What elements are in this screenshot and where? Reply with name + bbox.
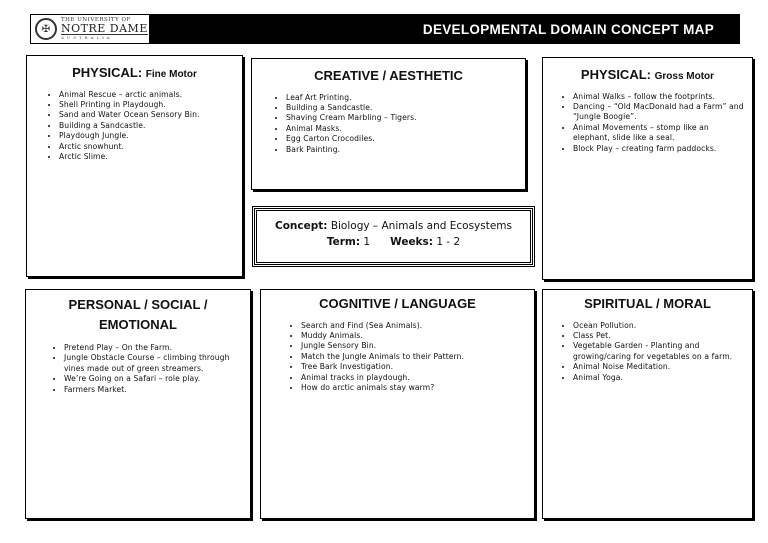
term-value: 1 xyxy=(363,236,371,248)
list-item: • Animal Noise Meditation. xyxy=(573,362,746,372)
physical-fine-motor-heading xyxy=(27,64,242,82)
spiritual-moral-list xyxy=(543,321,752,383)
heading-line-2: EMOTIONAL xyxy=(99,317,177,332)
list-item: • Arctic snowhunt. xyxy=(59,142,236,152)
list-item: • Search and Find (Sea Animals). xyxy=(301,321,528,331)
concept-value: Biology – Animals and Ecosystems xyxy=(330,220,512,232)
concept-label: Concept: xyxy=(274,220,328,232)
list-item: • Sand and Water Ocean Sensory Bin. xyxy=(59,110,236,120)
list-item: • We’re Going on a Safari – role play. xyxy=(64,374,244,384)
list-item: • Ocean Pollution. xyxy=(573,321,746,331)
header-bar xyxy=(30,14,740,44)
list-item: • Animal Movements – stomp like an elephant, slide like a seal. xyxy=(573,123,746,144)
physical-gross-motor-list xyxy=(543,92,752,154)
list-item: • Shell Printing in Playdough. xyxy=(59,100,236,110)
cognitive-language-box xyxy=(260,289,535,519)
creative-aesthetic-list xyxy=(252,93,525,155)
list-item: • Building a Sandcastle. xyxy=(59,121,236,131)
logo-sub-text: AUSTRALIA xyxy=(61,35,113,41)
list-item: • Leaf Art Printing. xyxy=(286,93,519,103)
university-crest-icon: ✠ xyxy=(35,18,57,40)
weeks-value: 1 - 2 xyxy=(436,236,461,248)
cognitive-language-list xyxy=(261,321,534,394)
spiritual-moral-heading: SPIRITUAL / MORAL xyxy=(584,296,711,311)
list-item: • Pretend Play – On the Farm. xyxy=(64,343,244,353)
physical-gross-motor-box xyxy=(542,57,753,280)
logo-small-text: THE UNIVERSITY OF xyxy=(61,16,131,23)
list-item: • Animal Yoga. xyxy=(573,373,746,383)
list-item: • Shaving Cream Marbling – Tigers. xyxy=(286,113,519,123)
list-item: • Class Pet. xyxy=(573,331,746,341)
list-item: • Animal tracks in playdough. xyxy=(301,373,528,383)
list-item: • Building a Sandcastle. xyxy=(286,103,519,113)
list-item: • How do arctic animals stay warm? xyxy=(301,383,528,393)
list-item: • Jungle Sensory Bin. xyxy=(301,341,528,351)
personal-social-emotional-box xyxy=(25,289,251,519)
heading-main: PHYSICAL: xyxy=(580,67,651,82)
list-item: • Tree Bark Investigation. xyxy=(301,362,528,372)
list-item: • Farmers Market. xyxy=(64,385,244,395)
term-label: Term: xyxy=(326,236,361,248)
personal-social-emotional-list xyxy=(26,343,250,395)
concept-box xyxy=(254,208,533,265)
page-title: DEVELOPMENTAL DOMAIN CONCEPT MAP xyxy=(422,21,714,37)
personal-social-emotional-heading xyxy=(26,295,250,335)
creative-aesthetic-box xyxy=(251,58,526,190)
list-item: • Dancing – “Old MacDonald had a Farm” and “Jungle Boogie”. xyxy=(573,102,746,123)
concept-line xyxy=(257,218,530,234)
list-item: • Animal Walks – follow the footprints. xyxy=(573,92,746,102)
list-item: • Match the Jungle Animals to their Pattern. xyxy=(301,352,528,362)
list-item: • Block Play – creating farm paddocks. xyxy=(573,144,746,154)
list-item: • Muddy Animals. xyxy=(301,331,528,341)
list-item: • Jungle Obstacle Course – climbing through vines made out of green streamers. xyxy=(64,353,244,374)
physical-fine-motor-box xyxy=(26,55,243,277)
creative-aesthetic-heading: CREATIVE / AESTHETIC xyxy=(314,68,463,83)
physical-gross-motor-heading xyxy=(543,66,752,84)
university-logo xyxy=(30,14,150,44)
weeks-label: Weeks: xyxy=(390,236,433,248)
list-item: • Vegetable Garden - Planting and growing/caring for vegetables on a farm. xyxy=(573,341,746,362)
heading-sub: Fine Motor xyxy=(145,69,197,80)
term-weeks-line xyxy=(257,234,530,250)
heading-sub: Gross Motor xyxy=(654,71,715,82)
list-item: • Arctic Slime. xyxy=(59,152,236,162)
heading-main: PHYSICAL: xyxy=(72,65,143,80)
logo-big-text: NOTRE DAME xyxy=(61,22,148,36)
physical-fine-motor-list xyxy=(27,90,242,163)
list-item: • Animal Masks. xyxy=(286,124,519,134)
list-item: • Bark Painting. xyxy=(286,145,519,155)
cognitive-language-heading: COGNITIVE / LANGUAGE xyxy=(319,296,476,311)
list-item: • Egg Carton Crocodiles. xyxy=(286,134,519,144)
heading-line-1: PERSONAL / SOCIAL / xyxy=(68,297,208,312)
list-item: • Playdough Jungle. xyxy=(59,131,236,141)
spiritual-moral-box xyxy=(542,289,753,519)
list-item: • Animal Rescue – arctic animals. xyxy=(59,90,236,100)
